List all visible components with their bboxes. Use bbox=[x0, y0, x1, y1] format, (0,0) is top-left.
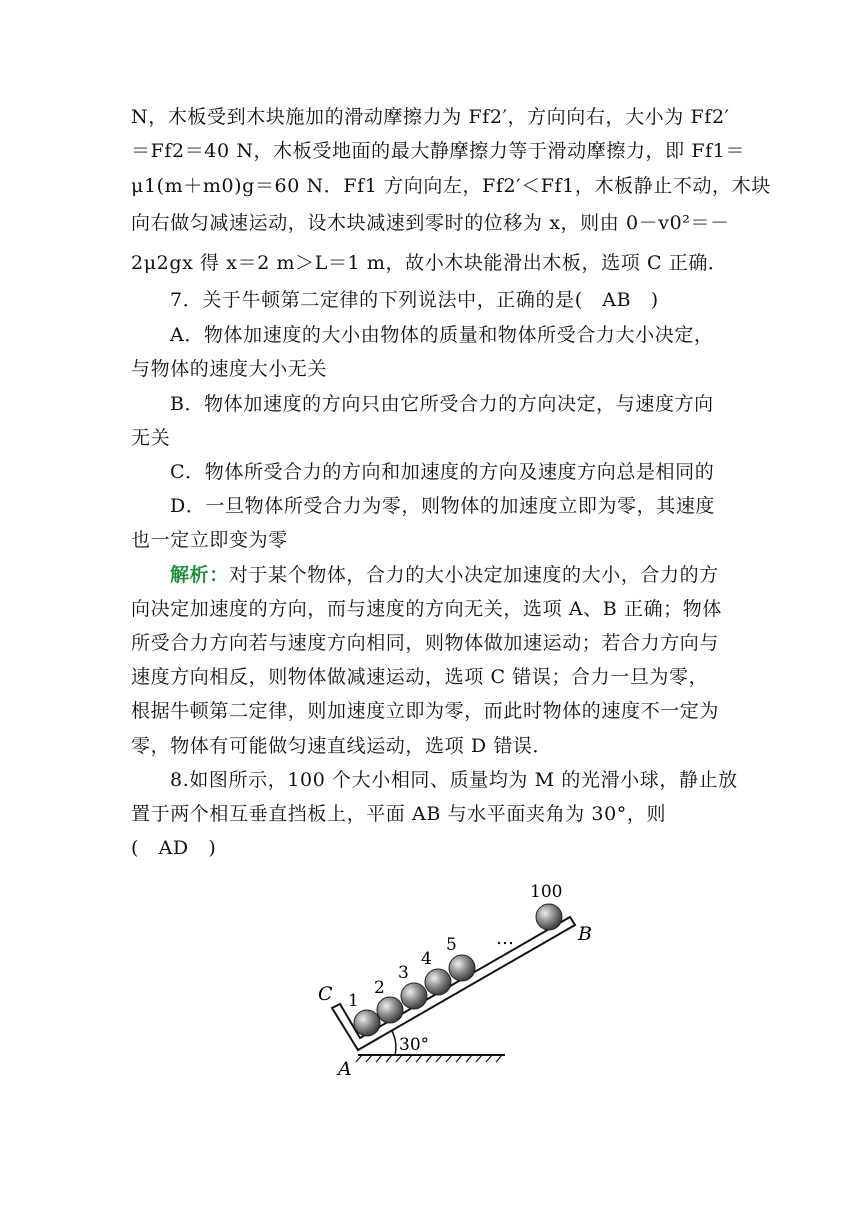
option-a: A．物体加速度的大小由物体的质量和物体所受合力大小决定， bbox=[170, 324, 714, 346]
angle-label: 30° bbox=[399, 1035, 430, 1055]
ball-label-5: 5 bbox=[446, 935, 457, 955]
option-c: C．物体所受合力的方向和加速度的方向及速度方向总是相同的 bbox=[170, 461, 715, 483]
balls bbox=[354, 904, 562, 1036]
option-d-cont: 也一定立即变为零 bbox=[131, 529, 288, 551]
question-7-stem: 7．关于牛顿第二定律的下列说法中，正确的是( AB ) bbox=[170, 289, 659, 311]
question-8-stem: 8.如图所示，100 个大小相同、质量均为 M 的光滑小球，静止放 bbox=[170, 769, 738, 791]
option-a-cont: 与物体的速度大小无关 bbox=[131, 358, 328, 380]
text-line: 向右做匀减速运动，设木块减速到零时的位移为 x，则由 0－v0²＝－ bbox=[131, 212, 730, 234]
analysis-text: 对于某个物体，合力的大小决定加速度的大小，合力的方 bbox=[228, 564, 719, 586]
option-d: D．一旦物体所受合力为零，则物体的加速度立即为零，其速度 bbox=[170, 495, 716, 517]
analysis-line: 向决定加速度的方向，而与速度的方向无关，选项 A、B 正确；物体 bbox=[131, 598, 722, 620]
option-b-cont: 无关 bbox=[131, 427, 171, 449]
text-line: μ1(m＋m0)g＝60 N．Ff1 方向向左，Ff2′＜Ff1，木板静止不动，木块 bbox=[131, 175, 771, 197]
text-line: N，木板受到木块施加的滑动摩擦力为 Ff2′，方向向右，大小为 Ff2′ bbox=[131, 106, 730, 128]
text-line: 2μ2gx 得 x＝2 m＞L＝1 m，故小木块能滑出木板，选项 C 正确． bbox=[131, 252, 728, 274]
question-8-stem-cont: 置于两个相互垂直挡板上，平面 AB 与水平面夹角为 30°，则 bbox=[131, 803, 667, 825]
ellipsis: … bbox=[496, 928, 514, 949]
ball-label-4: 4 bbox=[421, 949, 432, 969]
option-b: B．物体加速度的方向只由它所受合力的方向决定，与速度方向 bbox=[170, 393, 714, 415]
ball-label-2: 2 bbox=[374, 978, 385, 998]
ball-3 bbox=[401, 983, 427, 1009]
point-a-label: A bbox=[338, 1058, 352, 1080]
analysis-line: 速度方向相反，则物体做减速运动，选项 C 错误；合力一旦为零， bbox=[131, 666, 709, 688]
point-c-label: C bbox=[318, 983, 333, 1005]
angle-arc bbox=[392, 1031, 396, 1055]
point-b-label: B bbox=[578, 923, 592, 945]
ball-5 bbox=[449, 955, 475, 981]
ball-label-3: 3 bbox=[398, 963, 409, 983]
analysis-line bbox=[170, 558, 731, 592]
question-8-answer: ( AD ) bbox=[131, 837, 217, 859]
analysis-label: 解析： bbox=[170, 564, 229, 586]
ball-2 bbox=[377, 997, 403, 1023]
inclined-plane-figure bbox=[300, 870, 600, 1090]
ball-100 bbox=[536, 904, 562, 930]
ball-4 bbox=[425, 969, 451, 995]
analysis-line: 根据牛顿第二定律，则加速度立即为零，而此时物体的速度不一定为 bbox=[131, 700, 720, 722]
ball-label-100: 100 bbox=[530, 882, 563, 902]
ball-label-1: 1 bbox=[348, 991, 359, 1011]
text-line: ＝Ff2＝40 N，木板受地面的最大静摩擦力等于滑动摩擦力，即 Ff1＝ bbox=[131, 140, 746, 162]
analysis-line: 零，物体有可能做匀速直线运动，选项 D 错误． bbox=[131, 735, 553, 757]
ball-1 bbox=[354, 1010, 380, 1036]
analysis-line: 所受合力方向若与速度方向相同，则物体做加速运动；若合力方向与 bbox=[131, 632, 720, 654]
ground bbox=[356, 1055, 505, 1062]
